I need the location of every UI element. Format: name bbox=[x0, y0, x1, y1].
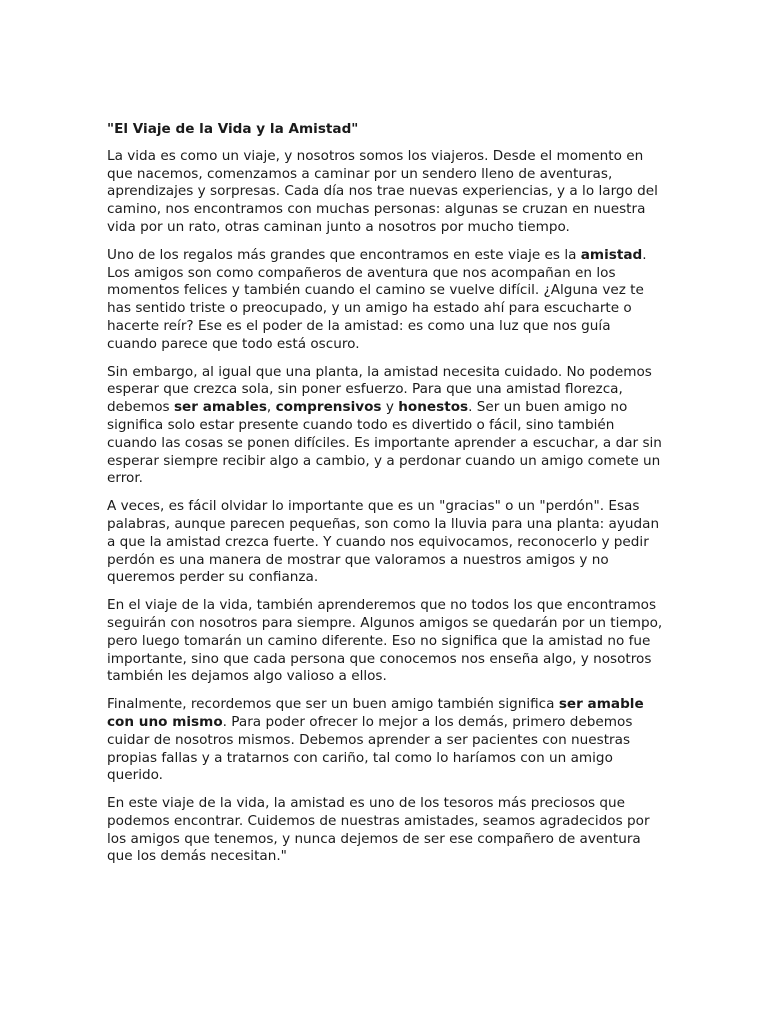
paragraph bbox=[107, 364, 663, 489]
bold-text-run: honestos bbox=[398, 399, 469, 416]
text-run: . Para poder ofrecer lo mejor a los demás, primero debemos cuidar de nosotros mismos. Debemos aprender a ser pacientes con nuestras propias fallas y a tratarnos con cariño, tal como lo haríamos con un amigo querido. bbox=[107, 713, 633, 784]
text-run: La vida es como un viaje, y nosotros somos los viajeros. Desde el momento en que nacemos, comenzamos a caminar por un sendero lleno de aventuras, aprendizajes y sorpresas. Cada día nos trae nuevas experiencias, y a lo largo del camino, nos encontramos con muchas personas: algunas se cruzan en nuestra vida por un rato, otras caminan junto a nosotros por mucho tiempo. bbox=[107, 147, 658, 235]
paragraph bbox=[107, 696, 663, 785]
text-run: Sin embargo, al igual que una planta, la amistad necesita cuidado. No podemos esperar que crezca sola, sin poner esfuerzo. Para que una amistad florezca, debemos bbox=[107, 363, 652, 416]
text-run: . Los amigos son como compañeros de aventura que nos acompañan en los momentos felices y también cuando el camino se vuelve difícil. ¿Alguna vez te has sentido triste o preocupado, y un amigo ha estado ahí para escucharte o hacerte reír? Ese es el poder de la amistad: es como una luz que nos guía cuando parece que todo está oscuro. bbox=[107, 246, 647, 352]
paragraph bbox=[107, 498, 663, 587]
text-run: , bbox=[266, 399, 276, 416]
text-run: y bbox=[381, 399, 399, 416]
bold-text-run: ser amable con uno mismo bbox=[107, 696, 644, 730]
paragraph bbox=[107, 795, 663, 866]
text-run: En el viaje de la vida, también aprenderemos que no todos los que encontramos seguirán con nosotros para siempre. Algunos amigos se quedarán por un tiempo, pero luego tomarán un camino diferente. Eso no significa que la amistad no fue importante, sino que cada persona que conocemos nos enseña algo, y nosotros también les dejamos algo valioso a ellos. bbox=[107, 597, 663, 685]
text-run: En este viaje de la vida, la amistad es uno de los tesoros más preciosos que podemos encontrar. Cuidemos de nuestras amistades, seamos agradecidos por los amigos que tenemos, y nunca dejemos de ser ese compañero de aventura que los demás necesitan." bbox=[107, 795, 650, 865]
paragraph bbox=[107, 148, 663, 237]
document-page bbox=[107, 121, 663, 876]
bold-text-run: ser amables bbox=[173, 399, 267, 416]
paragraph bbox=[107, 247, 663, 354]
document-title: "El Viaje de la Vida y la Amistad" bbox=[107, 121, 359, 137]
bold-text-run: comprensivos bbox=[275, 399, 382, 416]
text-run: Finalmente, recordemos que ser un buen amigo también significa bbox=[107, 696, 559, 713]
paragraph bbox=[107, 597, 663, 686]
bold-text-run: amistad bbox=[580, 246, 643, 263]
text-run: . Ser un buen amigo no significa solo estar presente cuando todo es divertido o fácil, sino también cuando las cosas se ponen difíciles. Es importante aprender a escuchar, a dar sin esperar siempre recibir algo a cambio, y a perdonar cuando un amigo comete un error. bbox=[107, 399, 662, 487]
text-run: Uno de los regalos más grandes que encontramos en este viaje es la bbox=[107, 246, 581, 263]
text-run: A veces, es fácil olvidar lo importante que es un "gracias" o un "perdón". Esas palabras, aunque parecen pequeñas, son como la lluvia para una planta: ayudan a que la amistad crezca fuerte. Y cuando nos equivocamos, reconocerlo y pedir perdón es una manera de mostrar que valoramos a nuestros amigos y no queremos perder su confianza. bbox=[107, 498, 660, 586]
